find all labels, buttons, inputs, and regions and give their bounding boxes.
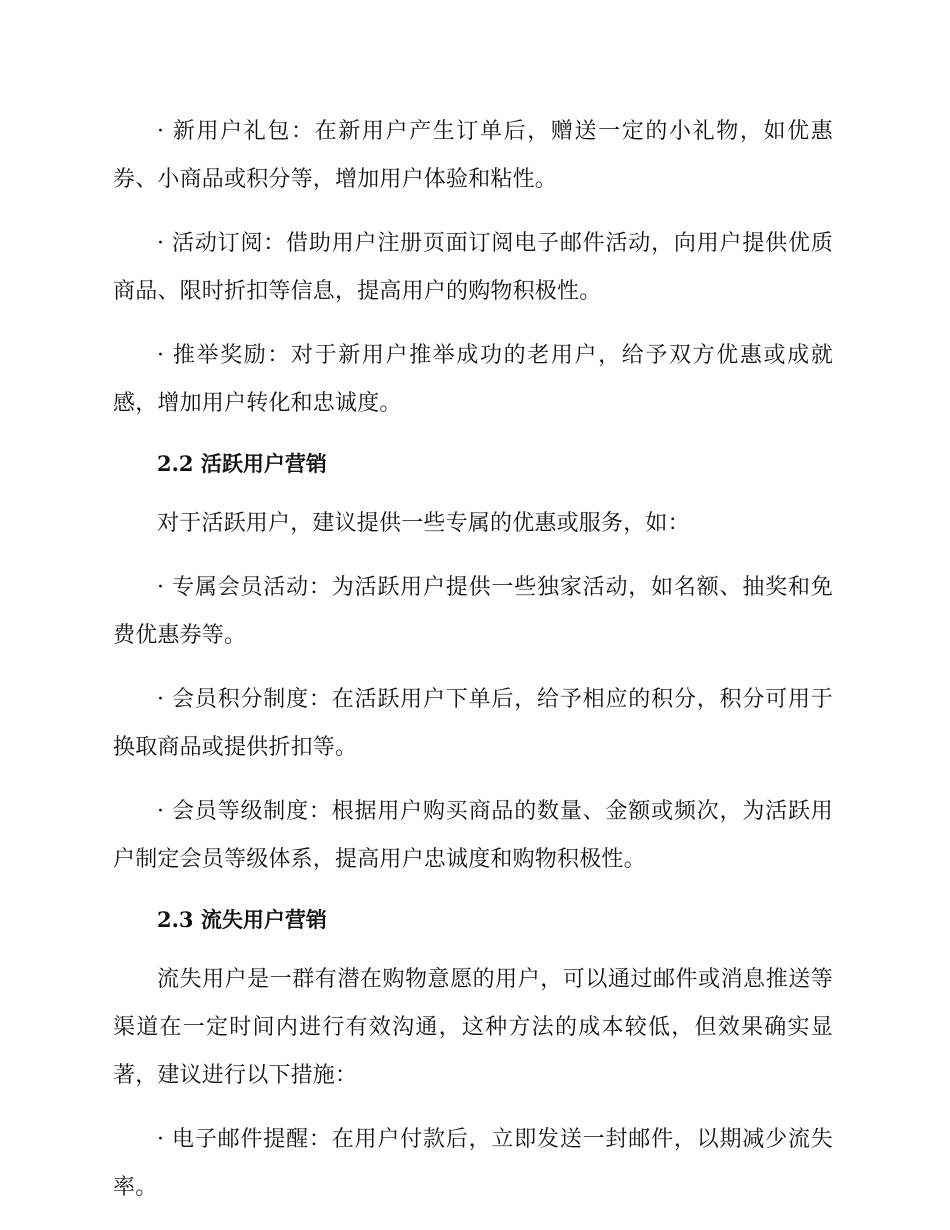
bullet-member-points: · 会员积分制度：在活跃用户下单后，给予相应的积分，积分可用于换取商品或提供折扣等。	[113, 687, 833, 760]
active-users-intro: 对于活跃用户，建议提供一些专属的优惠或服务，如：	[157, 511, 690, 536]
bullet-exclusive-member-activity: · 专属会员活动：为活跃用户提供一些独家活动，如名额、抽奖和免费优惠券等。	[113, 575, 833, 648]
bullet-member-levels: · 会员等级制度：根据用户购买商品的数量、金额或频次，为活跃用户制定会员等级体系，提高用户忠诚度和购物积极性。	[113, 799, 833, 872]
section-heading-active-users: 2.2 活跃用户营销	[157, 451, 327, 476]
bullet-email-reminder: · 电子邮件提醒：在用户付款后，立即发送一封邮件，以期减少流失率。	[113, 1127, 833, 1200]
bullet-referral-reward: · 推举奖励：对于新用户推举成功的老用户，给予双方优惠或成就感，增加用户转化和忠诚度。	[113, 343, 833, 416]
section-heading-lost-users: 2.3 流失用户营销	[157, 907, 327, 932]
lost-users-intro: 流失用户是一群有潜在购物意愿的用户，可以通过邮件或消息推送等渠道在一定时间内进行有效沟通，这种方法的成本较低，但效果确实显著，建议进行以下措施：	[113, 967, 833, 1088]
bullet-new-user-gift: · 新用户礼包：在新用户产生订单后，赠送一定的小礼物，如优惠券、小商品或积分等，增加用户体验和粘性。	[113, 119, 833, 192]
document-body	[113, 108, 833, 1228]
bullet-activity-subscription: · 活动订阅：借助用户注册页面订阅电子邮件活动，向用户提供优质商品、限时折扣等信息，提高用户的购物积极性。	[113, 231, 833, 304]
